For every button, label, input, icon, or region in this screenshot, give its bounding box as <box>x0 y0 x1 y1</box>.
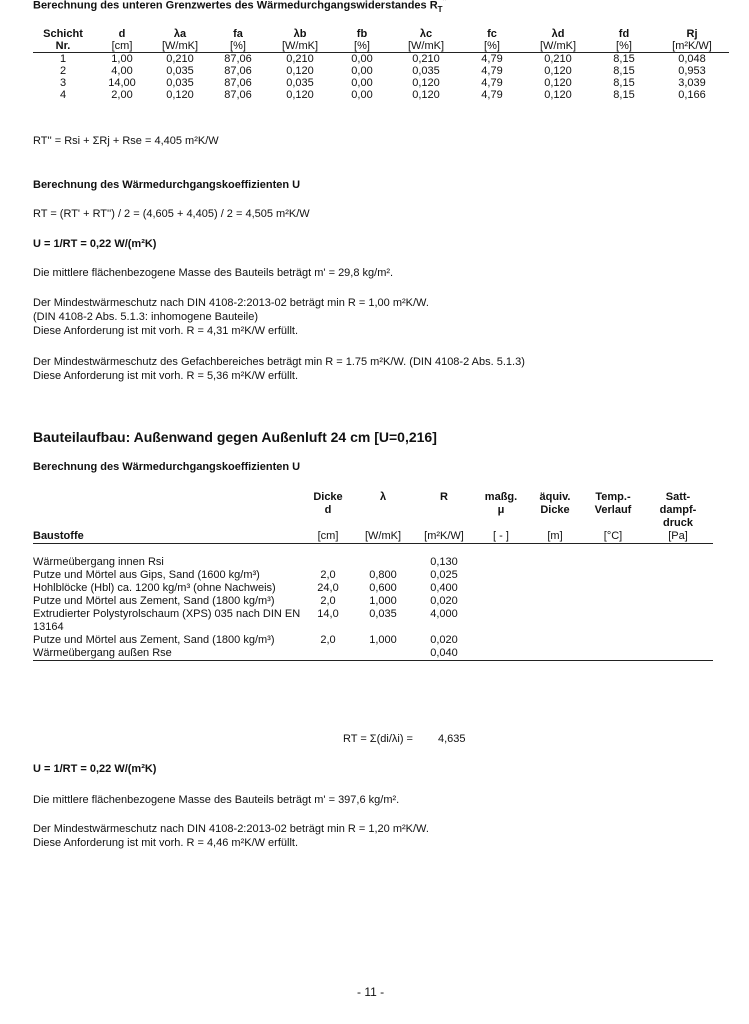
table-row <box>33 65 729 77</box>
table1-cell: 4,79 <box>481 65 503 77</box>
table1-cell: 4,00 <box>111 65 133 77</box>
table1-cell: 0,210 <box>286 53 314 65</box>
bauteil-cell-name: Hohlblöcke (Hbl) ca. 1200 kg/m³ (ohne Nachweis) <box>33 582 276 594</box>
bauteil-cell-d <box>303 556 353 569</box>
table1-cell: 0,953 <box>678 65 706 77</box>
rt-sum-value: 4,635 <box>438 733 466 745</box>
table1-cell: 0,166 <box>678 89 706 101</box>
rt-formula: RT = (RT' + RT'') / 2 = (4,605 + 4,405) / 2 = 4,505 m²K/W <box>33 208 310 220</box>
bauteil-cell-l: 1,000 <box>369 595 397 607</box>
bauteil-table <box>33 491 713 661</box>
bauteil-cell-name: Extrudierter Polystyrolschaum (XPS) 035 nach DIN EN 13164 <box>33 608 301 633</box>
table1-header-cell: d <box>118 28 126 40</box>
table1-cell: 1 <box>59 53 67 65</box>
bauteil-cell-d: 24,0 <box>317 582 339 594</box>
table1-header-cell: λd <box>551 28 565 40</box>
table1-cell: 8,15 <box>613 53 635 65</box>
table1-cell: 4,79 <box>481 89 503 101</box>
mass-2: Die mittlere flächenbezogene Masse des Bauteils beträgt m' = 397,6 kg/m². <box>33 794 400 806</box>
table1-cell: 0,035 <box>286 77 314 89</box>
bauteil-cell-d: 2,0 <box>320 595 336 607</box>
table1-cell: 8,15 <box>613 65 635 77</box>
table-row <box>33 569 713 582</box>
table1-header-cell: Schicht <box>43 28 83 40</box>
grenzwert-table <box>33 28 729 101</box>
rt2-formula: RT'' = Rsi + ΣRj + Rse = 4,405 m²K/W <box>33 135 219 147</box>
din-line-1: Der Mindestwärmeschutz nach DIN 4108-2:2013-02 beträgt min R = 1,00 m²K/W. <box>33 297 429 309</box>
table1-cell: 4 <box>59 89 67 101</box>
table1-cell: 0,120 <box>412 77 440 89</box>
bauteil-header-row: Dicke d λ R maßg. μ äquiv. Dicke Temp.- Verlauf Satt- dampf- druck <box>313 491 697 529</box>
table1-cell: 87,06 <box>224 65 252 77</box>
table1-header-cell: fa <box>233 28 243 40</box>
table1-cell: 87,06 <box>224 77 252 89</box>
table1-unit-cell: [%] <box>461 40 523 53</box>
top-heading: Berechnung des unteren Grenzwertes des Wärmedurchgangswiderstandes $R_T''$ <box>33 0 447 14</box>
section2-heading: Berechnung des Wärmedurchgangskoeffizienten U <box>33 461 301 473</box>
table1-header-cell: Rj <box>686 28 698 40</box>
danger-line-2: Diese Anforderung ist mit vorh. R = 5,36 m²K/W erfüllt. <box>33 370 299 382</box>
din-line-2: (DIN 4108-2 Abs. 5.1.3: inhomogene Bauteile) <box>33 311 259 323</box>
table1-cell: 0,048 <box>678 53 706 65</box>
table1-header-cell: fd <box>618 28 630 40</box>
table1-unit-cell: [W/mK] <box>391 40 461 53</box>
table1-header-cell: fb <box>356 28 368 40</box>
bauteil-cell-name: Wärmeübergang innen Rsi <box>33 556 164 568</box>
bauteil-unit-cell: [°C] <box>583 530 643 544</box>
danger-line-1: Der Mindestwärmeschutz des Gefachbereiches beträgt min R = 1.75 m²K/W. (DIN 4108-2 Abs. 5.1.3) <box>33 356 525 368</box>
table1-unit-cell: [%] <box>209 40 267 53</box>
table1-header-cell: fc <box>487 28 497 40</box>
table1-cell: 8,15 <box>613 89 635 101</box>
u-value-2: U = 1/RT = 0,22 W/(m²K) <box>33 763 157 775</box>
table1-cell: 0,120 <box>544 77 572 89</box>
table1-cell: 1,00 <box>111 53 133 65</box>
u-value-1: U = 1/RT = 0,22 W/(m²K) <box>33 238 157 250</box>
bauteil-unit-cell: [ - ] <box>475 530 527 544</box>
bauteil-cell-r: 4,000 <box>430 608 458 620</box>
bauteil-unit-cell: Baustoffe <box>33 530 303 544</box>
table1-cell: 14,00 <box>108 77 136 89</box>
bauteil-cell-d <box>303 647 353 661</box>
table1-cell: 0,120 <box>166 89 194 101</box>
page-number: - 11 - <box>357 985 385 999</box>
table1-cell: 87,06 <box>224 89 252 101</box>
bauteil-cell-r: 0,025 <box>430 569 458 581</box>
table1-header-cell: λc <box>419 28 433 40</box>
table-row <box>33 77 729 89</box>
din2-line-1: Der Mindestwärmeschutz nach DIN 4108-2:2013-02 beträgt min R = 1,20 m²K/W. <box>33 823 429 835</box>
table1-cell: 0,035 <box>166 77 194 89</box>
table1-cell: 0,00 <box>351 89 373 101</box>
table-row <box>33 647 713 661</box>
bauteil-cell-name: Putze und Mörtel aus Zement, Sand (1800 kg/m³) <box>33 595 275 607</box>
table1-cell: 3 <box>59 77 67 89</box>
bauteil-cell-d: 2,0 <box>320 569 336 581</box>
table1-unit-cell: [m²K/W] <box>655 40 729 53</box>
bauteil-cell-l <box>353 647 413 661</box>
bauteil-cell-l: 1,000 <box>369 634 397 646</box>
bauteil-unit-cell: [Pa] <box>643 530 713 544</box>
table1-unit-cell: [cm] <box>93 40 151 53</box>
table1-unit-cell: [W/mK] <box>151 40 209 53</box>
table-row <box>33 556 713 569</box>
bauteil-cell-name: Putze und Mörtel aus Zement, Sand (1800 kg/m³) <box>33 634 275 646</box>
table1-cell: 0,120 <box>544 65 572 77</box>
bauteil-unit-cell: [m²K/W] <box>413 530 475 544</box>
bauteil-cell-l: 0,035 <box>369 608 397 620</box>
bauteil-cell-name: Putze und Mörtel aus Gips, Sand (1600 kg/m³) <box>33 569 260 581</box>
bauteil-cell-r: 0,040 <box>413 647 475 661</box>
bauteil-cell-l: 0,600 <box>369 582 397 594</box>
table1-cell: 3,039 <box>678 77 706 89</box>
table1-cell: 8,15 <box>613 77 635 89</box>
bauteil-cell-name: Wärmeübergang außen Rse <box>33 647 303 661</box>
table1-unit-cell: Nr. <box>33 40 93 53</box>
table1-cell: 0,120 <box>412 89 440 101</box>
din2-line-2: Diese Anforderung ist mit vorh. R = 4,46 m²K/W erfüllt. <box>33 837 299 849</box>
table1-cell: 0,120 <box>544 89 572 101</box>
table1-header-cell: λa <box>173 28 187 40</box>
rt-sum-label: RT = Σ(di/λi) = <box>343 733 413 745</box>
table-row <box>33 595 713 608</box>
table-row <box>33 582 713 595</box>
bauteil-cell-r: 0,400 <box>430 582 458 594</box>
bauteil-unit-cell: [W/mK] <box>353 530 413 544</box>
table1-unit-cell: [W/mK] <box>267 40 333 53</box>
bauteil-body <box>33 556 713 661</box>
bauteil-cell-d: 2,0 <box>320 634 336 646</box>
bauteil-unit-cell: [cm] <box>303 530 353 544</box>
table1-cell: 2,00 <box>111 89 133 101</box>
table1-unit-cell: [W/mK] <box>523 40 593 53</box>
table1-cell: 0,210 <box>544 53 572 65</box>
table-row <box>33 53 729 66</box>
table-row <box>33 634 713 647</box>
bauteil-cell-l <box>353 556 413 569</box>
table1-header-cell: λb <box>293 28 307 40</box>
bauteil-cell-r: 0,130 <box>430 556 458 568</box>
mass-1: Die mittlere flächenbezogene Masse des Bauteils beträgt m' = 29,8 kg/m². <box>33 267 394 279</box>
bauteil-cell-d: 14,0 <box>317 608 339 620</box>
bauteil-cell-r: 0,020 <box>430 634 458 646</box>
table-row <box>33 89 729 101</box>
table1-unit-row <box>33 40 729 53</box>
table1-cell: 87,06 <box>224 53 252 65</box>
table1-unit-cell: [%] <box>333 40 391 53</box>
table1-cell: 0,035 <box>412 65 440 77</box>
table1-cell: 0,00 <box>351 77 373 89</box>
table1-cell: 0,210 <box>166 53 194 65</box>
section1-heading: Berechnung des Wärmedurchgangskoeffizienten U <box>33 179 301 191</box>
table1-cell: 4,79 <box>481 53 503 65</box>
table-row <box>33 608 713 634</box>
table1-cell: 2 <box>59 65 67 77</box>
table1-cell: 0,210 <box>412 53 440 65</box>
table1-cell: 0,00 <box>351 65 373 77</box>
table1-cell: 0,035 <box>166 65 194 77</box>
table1-cell: 0,120 <box>286 89 314 101</box>
bauteil-unit-cell: [m] <box>527 530 583 544</box>
bauteil-cell-r: 0,020 <box>430 595 458 607</box>
table1-unit-cell: [%] <box>593 40 655 53</box>
table1-cell: 4,79 <box>481 77 503 89</box>
table1-cell: 0,00 <box>351 53 373 65</box>
bauteil-cell-l: 0,800 <box>369 569 397 581</box>
bauteil-unit-row <box>33 530 713 544</box>
din-line-3: Diese Anforderung ist mit vorh. R = 4,31 m²K/W erfüllt. <box>33 325 299 337</box>
table1-cell: 0,120 <box>286 65 314 77</box>
table1-header-row <box>33 28 729 40</box>
bauteil-title: Bauteilaufbau: Außenwand gegen Außenluft 24 cm [U=0,216] <box>33 429 437 445</box>
